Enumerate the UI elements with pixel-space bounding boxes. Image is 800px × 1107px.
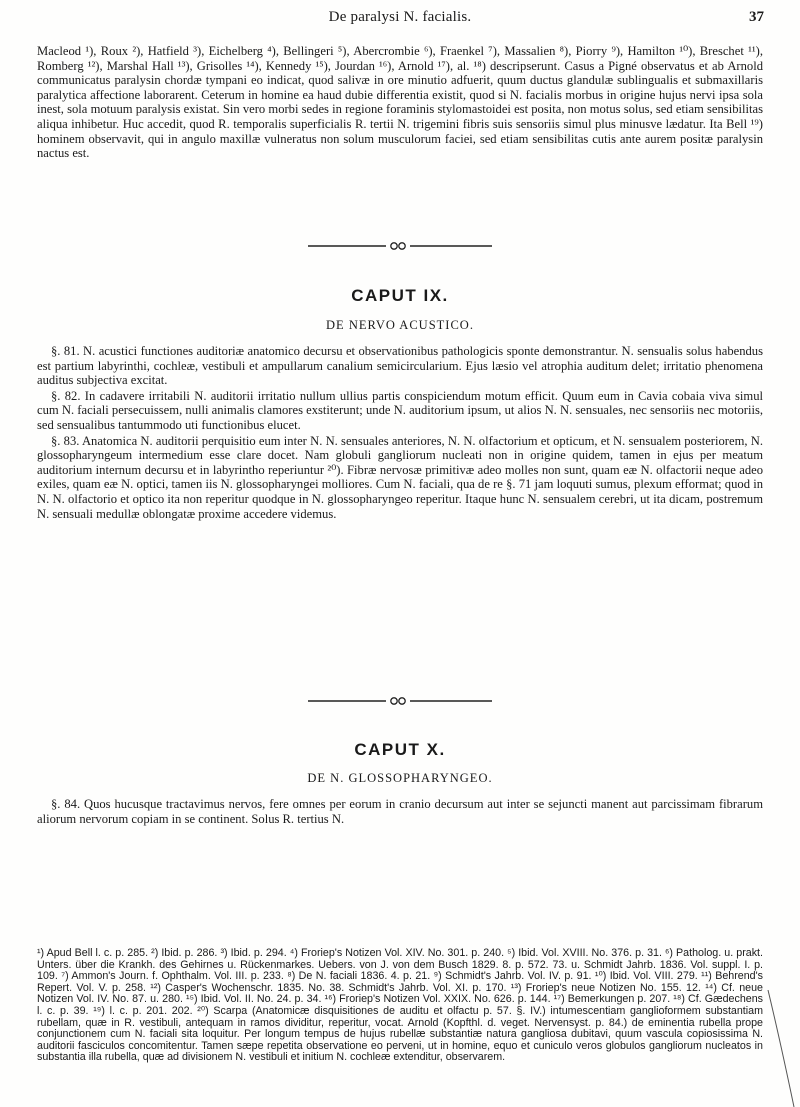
running-header — [0, 7, 800, 29]
intro-text-block — [37, 44, 763, 161]
footnote-text: ¹) Apud Bell l. c. p. 285. ²) Ibid. p. 286. ³) Ibid. p. 294. ⁴) Froriep's Notizen Vol. XIV. No. 301. p. 240. ⁵) Ibid. Vol. XVIII. No. 376. p. 31. ⁶) Patholog. u. prakt. Unters. über die Krankh. des Gehirnes u. Rückenmarkes. Uebers. von J. von dem Busch 1829. 8. p. 572. 73. u. Schmidt Jahrb. 1836. Vol. suppl. I. p. 109. ⁷) Ammon's Journ. f. Ophthalm. Vol. III. p. 233. ⁸) De N. faciali 1836. 4. p. 21. ⁹) Schmidt's Jahrb. Vol. IV. p. 91. ¹⁰) Ibid. Vol. VIII. 279. ¹¹) Behrend's Repert. Vol. V. p. 258. ¹²) Casper's Wochenschr. 1835. No. 38. Schmidt's Jahrb. Vol. XI. p. 170. ¹³) Froriep's neue Notizen No. 155. 12. ¹⁴) Cf. neue Notizen Vol. IV. No. 87. u. 280. ¹⁵) Ibid. Vol. II. No. 24. p. 34. ¹⁶) Froriep's Notizen Vol. XXIX. No. 626. p. 144. ¹⁷) Bemerkungen p. 207. ¹⁸) Cf. Gædechens l. c. p. 39. ¹⁹) l. c. p. 201. 202. ²⁰) Scarpa (Anatomicæ disquisitiones de auditu et olfactu p. 57. §. IV.) intumescentiam ganglioformem substantiam rubellam, quæ in R. vestibuli, antequam in ramos dividitur, reperitur, vocat. Arnold (Kopfthl. d. veget. Nervensyst. p. 84.) de eminentia rubella prope conjunctionem cum N. faciali sita loquitur. Per longum tempus de hujus rubellæ substantiæ natura gangliosa dubitavi, quum vascula copiosissima N. auditorii fasciculos concomitentur. Tamen sæpe repetita observatione eo perveni, ut in homine, equo et cuniculo veros globulos gangliorum nucleatos in substantia illa rubella, quæ ad divisionem N. vestibuli et initium N. cochleæ extenditur, observarem. — [37, 947, 763, 1064]
chapter-heading-x: CAPUT X. — [354, 740, 446, 759]
chapter-subtitle-ix: DE NERVO ACUSTICO. — [326, 318, 474, 332]
running-title: De paralysi N. facialis. — [328, 9, 472, 25]
section-paragraph: §. 81. N. acustici functiones auditoriæ anatomico decursu et observationibus pathologicis sponte demonstrantur. N. sensualis solus habendus est partium labyrinthi, cochleæ, vestibuli et ampullarum canalium semicircularium. Ejus læsio vel atrophia auditum delet; irritatio phenomena auditus subjectiva excitat. — [37, 344, 763, 388]
footnotes — [37, 948, 763, 1064]
ornament-divider — [300, 241, 500, 251]
chapter-subtitle-x: DE N. GLOSSOPHARYNGEO. — [307, 771, 493, 785]
ornament-divider — [300, 696, 500, 706]
section-paragraph: §. 82. In cadavere irritabili N. auditorii irritatio nullum ullius partis conspiciendum motum efficit. Quum eum in Cavia cobaia viva simul cum N. faciali persecuissem, nulli animalis clamores exstiterunt; unde N. auditorium ipsum, ut alios N. N. sensuales, nec sensoriis nec motoriis, sed sensualibus tantummodo uti functionibus elucet. — [37, 388, 763, 432]
intro-paragraph: Macleod ¹), Roux ²), Hatfield ³), Eichelberg ⁴), Bellingeri ⁵), Abercrombie ⁶), Fraenkel ⁷), Massalien ⁸), Piorry ⁹), Hamilton ¹⁰), Breschet ¹¹), Romberg ¹²), Marshal Hall ¹³), Grisolles ¹⁴), Kennedy ¹⁵), Jourdan ¹⁶), Arnold ¹⁷), al. ¹⁸) descripserunt. Casus a Pigné observatus et ab Arnold communicatus paralysin chordæ tympani eo indicat, quod salivæ in ore minutio adfuerit, quum ductus glandulæ sublingualis et submaxillaris paralytica affectione laborarent. Ceterum in homine ea haud dubie differentia existit, quod si N. facialis morbus in origine hujus nervi ipsa sola inest, sola motuum paralysis existat. Sin vero morbi sedes in regione foraminis stylomastoidei est posita, non motus solus, sed etiam sensibilitas aliqua inhibetur. Huc accedit, quod R. temporalis superficialis R. tertii N. trigemini fibris suis sensoriis simul plus minusve lædatur. Ita Bell ¹⁹) hominem observavit, qui in angulo maxillæ vulneratus non solum musculorum faciei, sed etiam sensibilitas cutis ante aurem positæ paralysin nactus est. — [37, 44, 763, 161]
chapter-x-body — [37, 796, 763, 826]
page-number: 37 — [749, 9, 764, 25]
chapter-heading-ix: CAPUT IX. — [351, 286, 449, 305]
chapter-ix-body — [37, 343, 763, 521]
section-paragraph: §. 84. Quos hucusque tractavimus nervos, fere omnes per eorum in cranio decursum aut inter se sejuncti manent aut parcissimam fibrarum aliorum nervorum copiam in se continent. Solus R. tertius N. — [37, 797, 763, 826]
section-paragraph: §. 83. Anatomica N. auditorii perquisitio eum inter N. N. sensuales anteriores, N. N. olfactorium et opticum, et N. sensualem posteriorem, N. glossopharyngeum intermedium esse clare docet. Nam globuli gangliorum nucleati non in origine quidem, tamen in ejus per meatum auditorium internum decursu et in labyrintho reperiuntur ²⁰). Fibræ nervosæ primitivæ adeo molles non sunt, quam eæ N. olfactorii neque adeo exiles, quam eæ N. optici, tamen iis N. glossopharyngei molliores. Cum N. faciali, qua de re §. 71 jam loquuti sumus, plexum efformat; quod in N. N. olfactorio et optico ita non reperitur quodque in N. glossopharyngeo reperitur. Itaque hunc N. sensualem cerebri, ut ita dicam, postremum N. sensuali medullæ oblongatæ proxime accedere videmus. — [37, 433, 763, 521]
page-edge-mark — [766, 990, 796, 1107]
